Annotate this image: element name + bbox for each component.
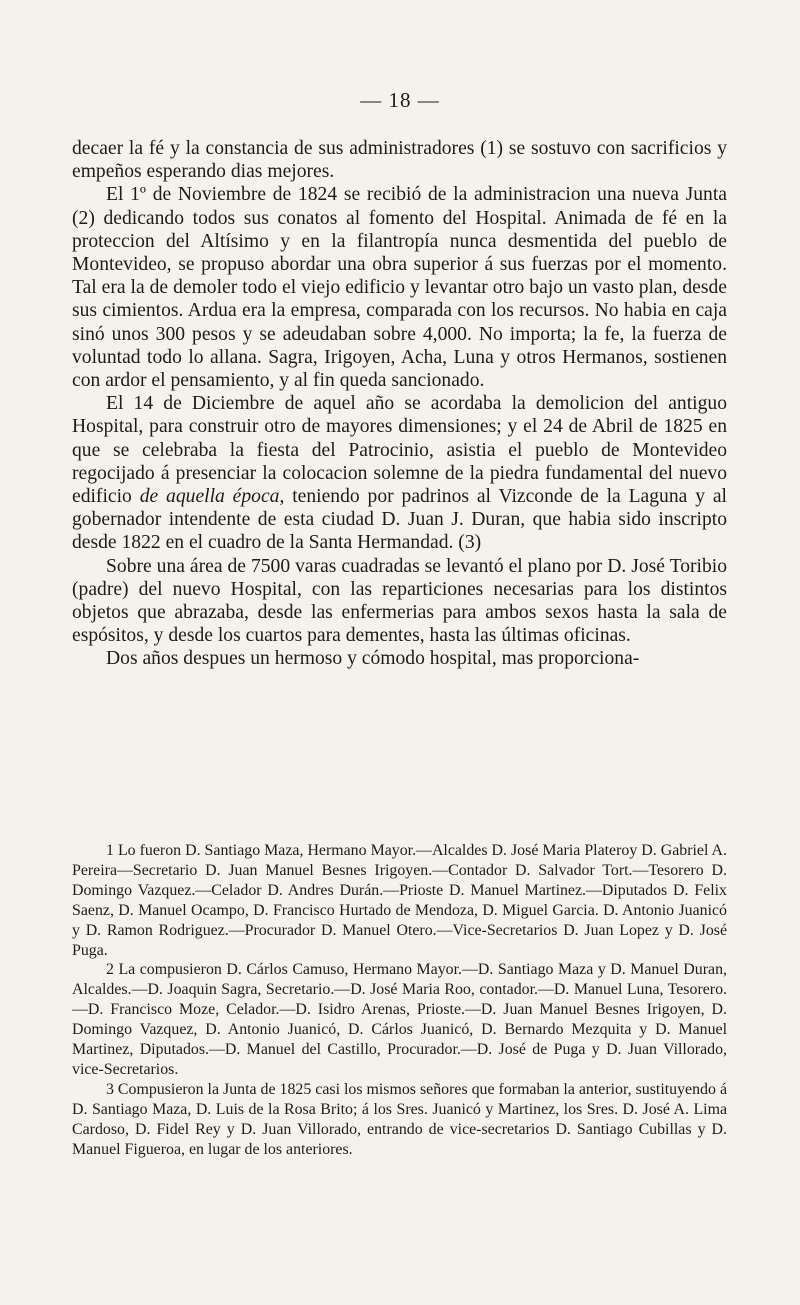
paragraph-2: El 1º de Noviembre de 1824 se recibió de la administracion una nueva Junta (2) dedicando todos sus conatos al fomento del Hospital. Animada de fé en la proteccion del Altísimo y en la filantropía nunca desmentida del pueblo de Montevideo, se propuso abordar una obra superior á sus fuerzas por el momento. Tal era la de demoler todo el viejo edificio y levantar otro bajo un vasto plan, desde sus cimientos. Ardua era la empresa, comparada con los recursos. No habia en caja sinó unos 300 pesos y se adeudaban sobre 4,000. No importa; la fe, la fuerza de voluntad todo lo allana. Sagra, Irigoyen, Acha, Luna y otros Hermanos, sostienen con ardor el pensamiento, y al fin queda sancionado. (72, 184, 727, 392)
paragraph-3-text-b: , teniendo por padrinos al Vizconde de la Laguna y al gobernador intendente de esta ciudad D. Juan J. Duran, que habia sido inscripto desde 1822 en el cuadro de la Santa Hermandad. (3) (72, 486, 727, 554)
footnote-1: 1 Lo fueron D. Santiago Maza, Hermano Mayor.—Alcaldes D. José Maria Plateroy D. Gabriel A. Pereira—Secretario D. Juan Manuel Besnes Irigoyen.—Contador D. Salvador Tort.—Tesorero D. Domingo Vazquez.—Celador D. Andres Durán.—Prioste D. Manuel Martinez.—Diputados D. Felix Saenz, D. Manuel Ocampo, D. Francisco Hurtado de Mendoza, D. Miguel Garcia. D. Antonio Juanicó y D. Ramon Rodriguez.—Procurador D. Manuel Otero.—Vice-Secretarios D. Juan Lopez y D. José Puga. (72, 842, 727, 959)
page-number: — 18 — (360, 88, 440, 112)
paragraph-3-italic: de aquella época (139, 486, 280, 508)
paragraph-5: Dos años despues un hermoso y cómodo hospital, mas proporciona- (106, 648, 640, 670)
paragraph-3 (72, 392, 727, 554)
paragraph-4: Sobre una área de 7500 varas cuadradas se levantó el plano por D. José Toribio (padre) del nuevo Hospital, con las reparticiones necesarias para los distintos objetos que abrazaba, desde las enfermerias para ambos sexos hasta la sala de espósitos, y desde los cuartos para dementes, hasta las últimas oficinas. (72, 555, 727, 647)
paragraph-1: decaer la fé y la constancia de sus administradores (1) se sostuvo con sacrificios y empeños esperando dias mejores. (72, 138, 727, 183)
footnote-3: 3 Compusieron la Junta de 1825 casi los mismos señores que formaban la anterior, sustituyendo á D. Santiago Maza, D. Luis de la Rosa Brito; á los Sres. Juanicó y Martinez, los Sres. D. José A. Lima Cardoso, D. Fidel Rey y D. Juan Villorado, entrando de vice-secretarios D. Santiago Cubillas y D. Manuel Figueroa, en lugar de los anteriores. (72, 1080, 727, 1158)
main-text (72, 137, 727, 671)
footnote-2: 2 La compusieron D. Cárlos Camuso, Hermano Mayor.—D. Santiago Maza y D. Manuel Duran, Alcaldes.—D. Joaquin Sagra, Secretario.—D. José Maria Roo, contador.—D. Manuel Luna, Tesorero.—D. Francisco Moze, Celador.—D. Isidro Arenas, Prioste.—D. Juan Manuel Besnes Irigoyen, D. Domingo Vazquez, D. Antonio Juanicó, D. Cárlos Juanicó, D. Bernardo Mezquita y D. Manuel Martinez, Diputados.—D. Manuel del Castillo, Procurador.—D. José de Puga y D. Juan Villorado, vice-Secretarios. (72, 961, 727, 1078)
paragraph-3-text-a: El 14 de Diciembre de aquel año se acordaba la demolicion del antiguo Hospital, para construir otro de mayores dimensiones; y el 24 de Abril de 1825 en que se celebraba la fiesta del Patrocinio, asistia el pueblo de Montevideo regocijado á presenciar la colocacion solemne de la piedra fundamental del nuevo edificio (72, 393, 727, 508)
footnotes (72, 841, 727, 1160)
